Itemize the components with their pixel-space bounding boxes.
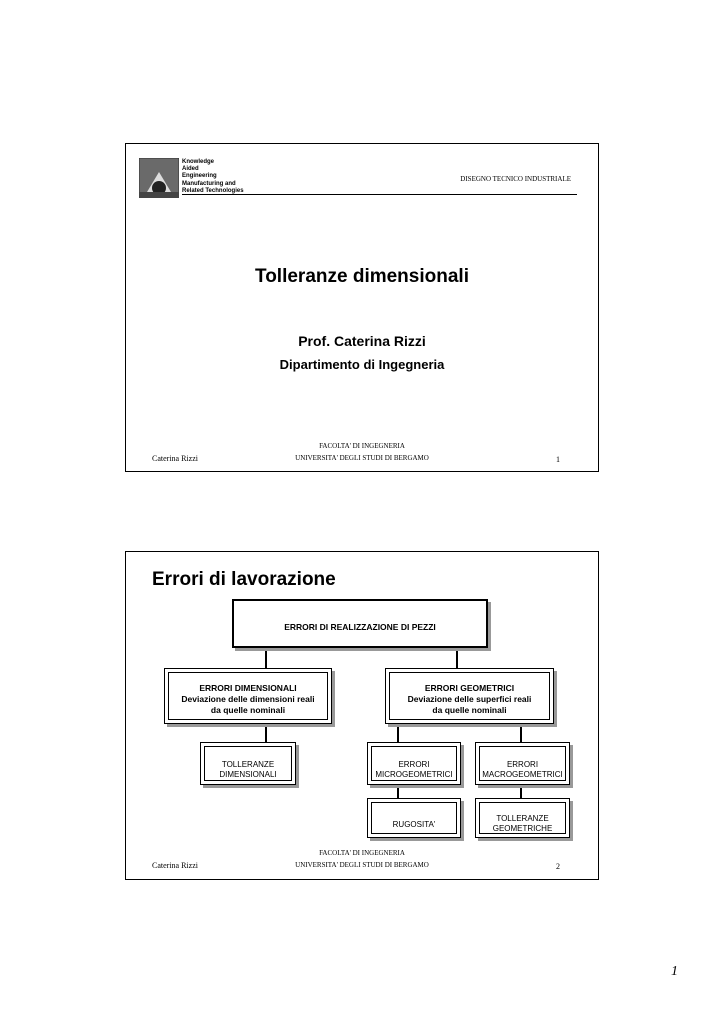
- errori-macrogeometrici-box: [475, 742, 570, 785]
- box-title: ERRORI GEOMETRICI: [424, 683, 515, 693]
- author: Prof. Caterina Rizzi: [298, 333, 426, 349]
- slide-title: Tolleranze dimensionali: [255, 266, 469, 287]
- box-label: MICROGEOMETRICI: [375, 770, 453, 779]
- box-label: RUGOSITA': [392, 820, 436, 829]
- tolleranze-dimensionali-box: [200, 742, 296, 785]
- logo-line: Aided: [182, 166, 199, 173]
- header-course: DISEGNO TECNICO INDUSTRIALE: [460, 175, 571, 183]
- connector: [520, 724, 522, 744]
- tolleranze-geometriche-box: [475, 798, 570, 838]
- box-label: ERRORI: [398, 760, 430, 769]
- box-desc: Deviazione delle dimensioni reali: [181, 694, 315, 704]
- errori-microgeometrici-box: [367, 742, 461, 785]
- sheet-page-number: 1: [671, 964, 678, 979]
- connector: [397, 724, 399, 744]
- logo-line: Related Technologies: [182, 187, 244, 194]
- errori-dimensionali-box: [164, 668, 332, 724]
- box-label: GEOMETRICHE: [492, 824, 553, 833]
- department: Dipartimento di Ingegneria: [279, 357, 445, 372]
- box-label: DIMENSIONALI: [219, 770, 277, 779]
- connector: [265, 724, 267, 744]
- box-label: ERRORI: [506, 760, 539, 769]
- logo-line: Knowledge: [182, 159, 215, 165]
- footer-university: UNIVERSITA' DEGLI STUDI DI BERGAMO: [295, 861, 429, 869]
- slide-1: [125, 143, 599, 472]
- rugosita-box: [367, 798, 461, 838]
- connector: [456, 648, 458, 668]
- box-desc: Deviazione delle superfici reali: [407, 694, 532, 704]
- slide-2: [125, 551, 599, 880]
- header-divider: [182, 194, 577, 195]
- footer-name: Caterina Rizzi: [152, 454, 198, 463]
- box-desc: da quelle nominali: [432, 705, 507, 715]
- logo-line: Manufacturing and: [182, 180, 236, 187]
- errori-realizzazione-box: [232, 599, 488, 648]
- box-label: TOLLERANZE: [496, 814, 549, 823]
- footer-faculty: FACOLTA' DI INGEGNERIA: [319, 442, 405, 450]
- slide-title: Errori di lavorazione: [152, 569, 336, 590]
- footer-faculty: FACOLTA' DI INGEGNERIA: [319, 849, 405, 857]
- footer-name: Caterina Rizzi: [152, 861, 198, 870]
- footer-university: UNIVERSITA' DEGLI STUDI DI BERGAMO: [295, 454, 429, 462]
- page-number: 2: [556, 862, 560, 871]
- page-number: 1: [556, 455, 560, 464]
- box-label: MACROGEOMETRICI: [482, 770, 563, 779]
- connector: [397, 785, 399, 798]
- logo-line: Engineering: [182, 173, 217, 180]
- connector: [265, 648, 267, 668]
- box-title: ERRORI DIMENSIONALI: [199, 683, 297, 693]
- errori-geometrici-box: [385, 668, 554, 724]
- box-label: TOLLERANZE: [221, 760, 275, 769]
- box-label: ERRORI DI REALIZZAZIONE DI PEZZI: [284, 622, 436, 632]
- box-desc: da quelle nominali: [210, 705, 286, 715]
- connector: [520, 785, 522, 798]
- logo-text: [182, 159, 244, 195]
- logo-icon: [139, 158, 179, 198]
